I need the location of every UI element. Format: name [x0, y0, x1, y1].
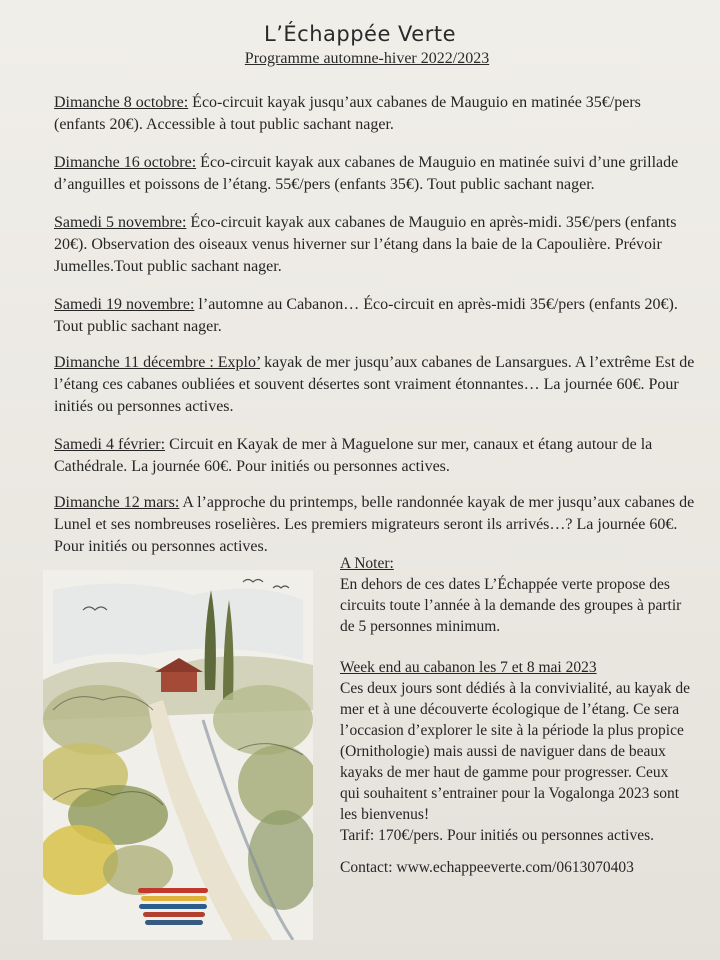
- weekend-heading: Week end au cabanon les 7 et 8 mai 2023: [340, 659, 597, 676]
- event-text: Circuit en Kayak de mer à Maguelone sur mer, canaux et étang autour de la Cathédrale. La journée 60€. Pour initiés ou personnes actives.: [54, 436, 653, 475]
- event-date: Samedi 4 février:: [54, 436, 166, 453]
- event-item: [54, 212, 696, 278]
- event-item: [54, 352, 696, 418]
- event-text: l’automne au Cabanon… Éco-circuit en après-midi 35€/pers (enfants 20€). Tout public sachant nager.: [54, 296, 678, 335]
- event-date: Dimanche 8 octobre:: [54, 94, 189, 111]
- event-item: [54, 92, 696, 136]
- watercolor-illustration: [43, 570, 313, 940]
- event-date: Samedi 5 novembre:: [54, 214, 187, 231]
- event-text: A l’approche du printemps, belle randonnée kayak de mer jusqu’aux cabanes de Lunel et ses nombreuses roselières. Les premiers migrateurs seront ils arrivés…? La journée 60€. Pour initiés ou personnes actives.: [54, 494, 695, 555]
- event-text: Éco-circuit kayak jusqu’aux cabanes de Mauguio en matinée 35€/pers (enfants 20€). Accessible à tout public sachant nager.: [54, 94, 641, 133]
- event-text: kayak de mer jusqu’aux cabanes de Lansargues. A l’extrême Est de l’étang ces cabanes oubliées et souvent désertes sont vraiment étonnantes… La journée 60€. Pour initiés ou personnes actives.: [54, 354, 695, 415]
- watercolor-painting: [43, 570, 313, 940]
- weekend-tarif: Tarif: 170€/pers. Pour initiés ou personnes actives.: [340, 827, 655, 844]
- event-date: Samedi 19 novembre:: [54, 296, 195, 313]
- event-item: [54, 492, 696, 558]
- page-subtitle: Programme automne-hiver 2022/2023: [244, 50, 490, 67]
- weekend-text: Ces deux jours sont dédiés à la convivialité, au kayak de mer et à une découverte écologique de l’étang. Ce sera l’occasion d’explorer le site à la période la plus propice (Ornithologie) mais aussi de naviguer dans de beaux kayaks de mer haut de gamme pour progresser. Ceux qui souhaitent s’entrainer pour la Vogalonga 2023 sont les bienvenus!: [340, 680, 690, 823]
- page-title: L’Échappée Verte: [264, 22, 456, 46]
- event-date: Dimanche 12 mars:: [54, 494, 180, 511]
- event-date: Dimanche 11 décembre : Explo’: [54, 354, 261, 371]
- event-date: Dimanche 16 octobre:: [54, 154, 197, 171]
- event-item: [54, 294, 696, 338]
- note-block: [340, 553, 690, 637]
- event-item: [54, 152, 696, 196]
- event-item: [54, 434, 696, 478]
- event-text: Éco-circuit kayak aux cabanes de Mauguio en après-midi. 35€/pers (enfants 20€). Observation des oiseaux venus hiverner sur l’étang dans la baie de la Capoulière. Prévoir Jumelles.Tout public sachant nager.: [54, 214, 677, 275]
- note-heading: A Noter:: [340, 555, 394, 572]
- note-text: En dehors de ces dates L’Échappée verte propose des circuits toute l’année à la demande des groupes à partir de 5 personnes minimum.: [340, 576, 682, 635]
- contact-line: Contact: www.echappeeverte.com/0613070403: [340, 859, 634, 876]
- event-text: Éco-circuit kayak aux cabanes de Mauguio en matinée suivi d’une grillade d’anguilles et poissons de l’étang. 55€/pers (enfants 35€). Tout public sachant nager.: [54, 154, 679, 193]
- weekend-block: [340, 657, 690, 846]
